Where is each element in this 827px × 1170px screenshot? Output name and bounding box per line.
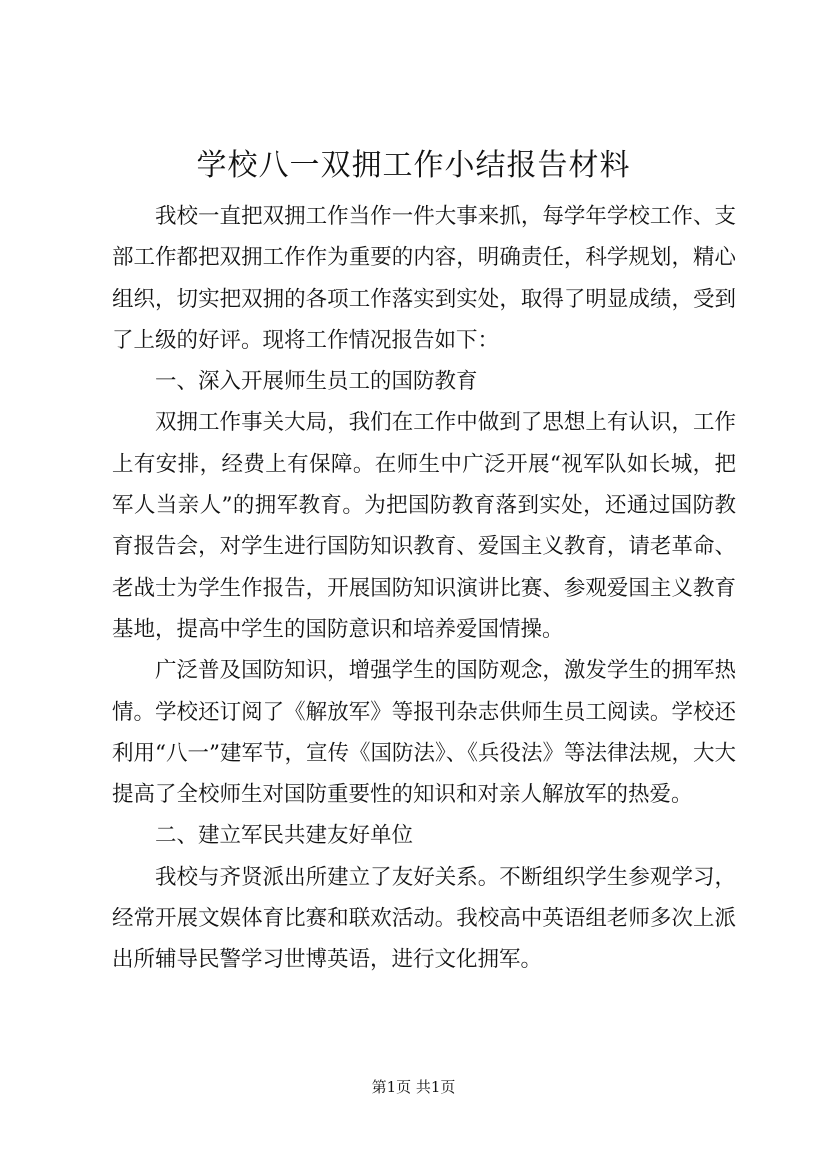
document-body (112, 196, 736, 981)
section-2-paragraph-1: 我校与齐贤派出所建立了友好关系。不断组织学生参观学习，经常开展文娱体育比赛和联欢活动。我校高中英语组老师多次上派出所辅导民警学习世博英语，进行文化拥军。 (112, 864, 736, 973)
intro-paragraph: 我校一直把双拥工作当作一件大事来抓，每学年学校工作、支部工作都把双拥工作作为重要的内容，明确责任，科学规划，精心组织，切实把双拥的各项工作落实到实处，取得了明显成绩，受到了上级的好评。现将工作情况报告如下： (112, 204, 736, 353)
page-number-footer: 第1页 共1页 (371, 1078, 456, 1096)
section-1-paragraph-2: 广泛普及国防知识，增强学生的国防观念，激发学生的拥军热情。学校还订阅了《解放军》等报刊杂志供师生员工阅读。学校还利用“八一”建军节，宣传《国防法》、《兵役法》等法律法规，大大提高了全校师生对国防重要性的知识和对亲人解放军的热爱。 (112, 658, 736, 808)
section-heading-2: 二、建立军民共建友好单位 (155, 823, 414, 849)
document-title: 学校八一双拥工作小结报告材料 (196, 148, 631, 183)
section-1-paragraph-1: 双拥工作事关大局，我们在工作中做到了思想上有认识，工作上有安排，经费上有保障。在师生中广泛开展“视军队如长城，把军人当亲人”的拥军教育。为把国防教育落到实处，还通过国防教育报告会，对学生进行国防知识教育、爱国主义教育，请老革命、老战士为学生作报告，开展国防知识演讲比赛、参观爱国主义教育基地，提高中学生的国防意识和培养爱国情操。 (112, 410, 736, 642)
section-heading-1: 一、深入开展师生员工的国防教育 (155, 369, 478, 395)
